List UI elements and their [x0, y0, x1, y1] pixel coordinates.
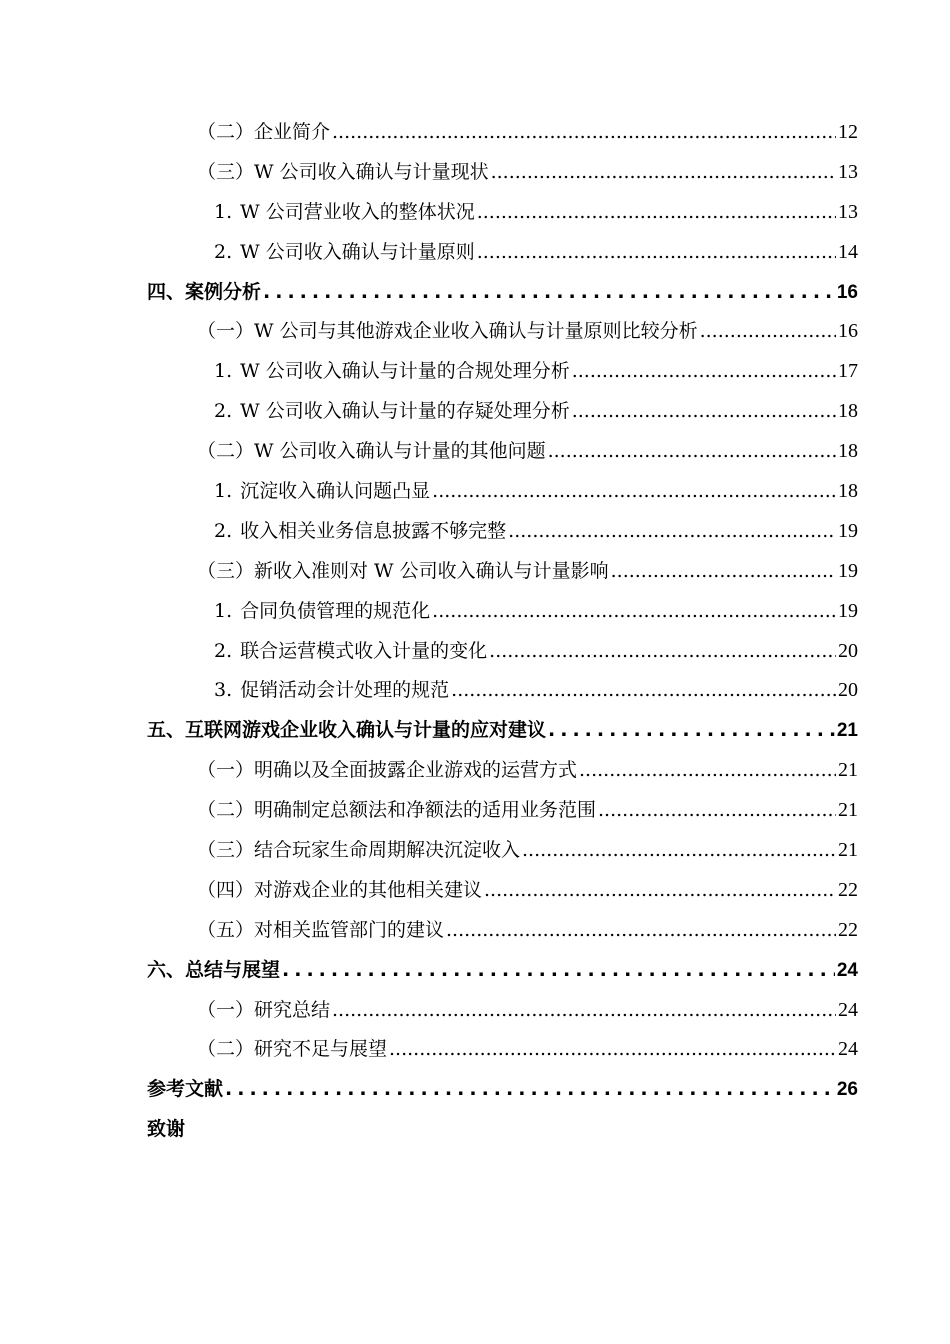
- toc-entry-title: 五、互联网游戏企业收入确认与计量的应对建议: [147, 719, 547, 742]
- toc-entry-page-number: 18: [838, 400, 858, 423]
- toc-entry-title: （二）W 公司收入确认与计量的其他问题: [197, 440, 546, 463]
- toc-dot-leader: [484, 879, 836, 901]
- toc-entry[interactable]: [0, 875, 950, 915]
- toc-entry-title: 四、案例分析: [147, 280, 262, 303]
- toc-entry-number: 2.: [214, 400, 233, 423]
- toc-entry-title: W 公司营业收入的整体状况: [240, 200, 475, 223]
- toc-dot-leader: [548, 719, 835, 741]
- toc-entry[interactable]: [0, 316, 950, 356]
- toc-entry-page-number: 18: [838, 480, 858, 503]
- toc-dot-leader: [446, 919, 836, 941]
- toc-entry-page-number: 21: [838, 759, 858, 782]
- toc-entry-title: W 公司收入确认与计量的合规处理分析: [240, 360, 570, 383]
- toc-entry-page-number: 12: [838, 121, 858, 143]
- toc-entry-title: 合同负债管理的规范化: [240, 599, 431, 622]
- toc-entry-page-number: 22: [838, 918, 858, 941]
- toc-dot-leader: [572, 400, 836, 422]
- toc-dot-leader: [572, 360, 836, 382]
- toc-dot-leader: [700, 320, 836, 342]
- toc-dot-leader: [432, 480, 836, 502]
- toc-entry-page-number: 16: [836, 281, 858, 303]
- toc-entry-page-number: 20: [838, 679, 858, 702]
- toc-dot-leader: [282, 959, 835, 981]
- toc-entry-title: （五）对相关监管部门的建议: [197, 918, 445, 941]
- toc-dot-leader: [451, 679, 836, 701]
- toc-entry-title: 致谢: [147, 1118, 186, 1141]
- toc-entry[interactable]: [0, 835, 950, 875]
- toc-entry-number: 1.: [214, 200, 233, 223]
- toc-dot-leader: [477, 201, 836, 223]
- toc-entry[interactable]: [0, 1114, 950, 1154]
- toc-entry[interactable]: [0, 755, 950, 795]
- toc-entry-page-number: 16: [838, 320, 858, 343]
- toc-entry[interactable]: [0, 1034, 950, 1074]
- toc-dot-leader: [508, 520, 836, 542]
- toc-entry[interactable]: [0, 596, 950, 636]
- toc-entry-title: 参考文献: [147, 1078, 224, 1101]
- toc-entry[interactable]: [0, 436, 950, 476]
- toc-entry-title: （一）明确以及全面披露企业游戏的运营方式: [197, 759, 578, 782]
- toc-entry-page-number: 20: [838, 639, 858, 662]
- toc-entry-number: 2.: [214, 519, 233, 542]
- toc-entry[interactable]: [0, 675, 950, 715]
- toc-entry[interactable]: [0, 356, 950, 396]
- toc-entry-title: 联合运营模式收入计量的变化: [240, 639, 488, 662]
- toc-dot-leader: [477, 241, 836, 263]
- toc-entry[interactable]: [0, 157, 950, 197]
- toc-entry[interactable]: [0, 795, 950, 835]
- toc-entry-title: （一）研究总结: [197, 998, 331, 1021]
- toc-entry-title: （三）W 公司收入确认与计量现状: [197, 160, 489, 183]
- toc-entry[interactable]: [0, 516, 950, 556]
- toc-entry[interactable]: [0, 995, 950, 1035]
- toc-entry-page-number: 24: [836, 959, 858, 981]
- toc-entry-title: （二）研究不足与展望: [197, 1038, 388, 1061]
- toc-entry[interactable]: [0, 715, 950, 755]
- toc-dot-leader: [491, 161, 836, 183]
- toc-entry-page-number: 17: [838, 360, 858, 383]
- toc-dot-leader: [611, 560, 836, 582]
- toc-dot-leader: [598, 799, 836, 821]
- toc-entry-title: （二）明确制定总额法和净额法的适用业务范围: [197, 799, 597, 822]
- toc-entry-number: 2.: [214, 240, 233, 263]
- toc-entry-page-number: 13: [838, 160, 858, 183]
- toc-entry-number: 3.: [214, 679, 233, 702]
- toc-entry-page-number: 13: [838, 200, 858, 223]
- toc-entry-title: 收入相关业务信息披露不够完整: [240, 519, 507, 542]
- toc-entry[interactable]: [0, 197, 950, 237]
- toc-entry-title: （三）新收入准则对 W 公司收入确认与计量影响: [197, 559, 609, 582]
- toc-entry-title: （一）W 公司与其他游戏企业收入确认与计量原则比较分析: [197, 320, 698, 343]
- toc-entry-page-number: 22: [838, 878, 858, 901]
- toc-entry-number: 2.: [214, 639, 233, 662]
- toc-entry-title: 沉淀收入确认问题凸显: [240, 480, 431, 503]
- toc-entry-page-number: 24: [838, 998, 858, 1021]
- toc-entry[interactable]: [0, 636, 950, 676]
- toc-entry-page-number: 21: [838, 799, 858, 822]
- toc-entry-number: 1.: [214, 480, 233, 503]
- toc-entry[interactable]: [0, 955, 950, 995]
- toc-entry-title: 六、总结与展望: [147, 958, 281, 981]
- toc-entry[interactable]: [0, 277, 950, 317]
- toc-dot-leader: [548, 440, 836, 462]
- toc-entry[interactable]: [0, 117, 950, 157]
- toc-entry-page-number: 24: [838, 1038, 858, 1061]
- toc-entry[interactable]: [0, 1074, 950, 1114]
- toc-entry[interactable]: [0, 556, 950, 596]
- toc-entry[interactable]: [0, 237, 950, 277]
- toc-entry-title: W 公司收入确认与计量的存疑处理分析: [240, 400, 570, 423]
- toc-entry-title: （三）结合玩家生命周期解决沉淀收入: [197, 839, 521, 862]
- toc-dot-leader: [489, 640, 836, 662]
- toc-entry-page-number: 26: [836, 1079, 858, 1101]
- toc-dot-leader: [332, 999, 836, 1021]
- toc-entry-page-number: 18: [838, 440, 858, 463]
- toc-entry[interactable]: [0, 476, 950, 516]
- toc-dot-leader: [579, 759, 836, 781]
- toc-entry-page-number: 21: [838, 839, 858, 862]
- toc-dot-leader: [225, 1078, 835, 1100]
- toc-dot-leader: [522, 839, 836, 861]
- toc-dot-leader: [263, 281, 835, 303]
- toc-entry-page-number: 19: [838, 599, 858, 622]
- toc-entry-number: 1.: [214, 599, 233, 622]
- toc-entry-title: 促销活动会计处理的规范: [240, 679, 450, 702]
- toc-entry[interactable]: [0, 396, 950, 436]
- toc-dot-leader: [332, 121, 836, 143]
- toc-entry-page-number: 19: [838, 519, 858, 542]
- table-of-contents: [0, 117, 950, 1154]
- toc-entry-number: 1.: [214, 360, 233, 383]
- toc-entry[interactable]: [0, 915, 950, 955]
- toc-entry-title: W 公司收入确认与计量原则: [240, 240, 475, 263]
- toc-dot-leader: [389, 1038, 836, 1060]
- toc-entry-page-number: 21: [836, 720, 858, 742]
- toc-entry-title: （四）对游戏企业的其他相关建议: [197, 878, 483, 901]
- toc-entry-title: （二）企业简介: [197, 121, 331, 143]
- toc-entry-page-number: 19: [838, 559, 858, 582]
- toc-entry-page-number: 14: [838, 240, 858, 263]
- toc-dot-leader: [432, 600, 836, 622]
